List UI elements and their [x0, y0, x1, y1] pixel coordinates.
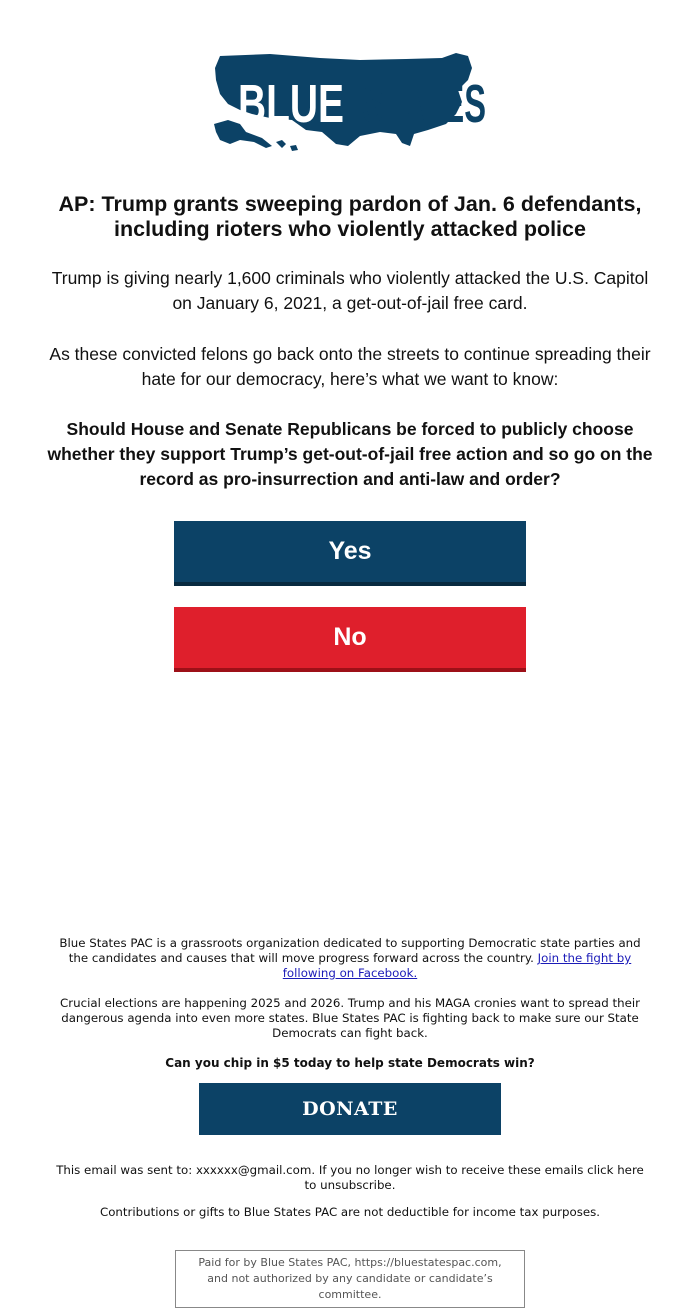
- paid-for-disclaimer: Paid for by Blue States PAC, https://bluestatespac.com, and not authorized by any candidate or candidate’s committee.: [198, 1256, 502, 1301]
- tax-notice: Contributions or gifts to Blue States PAC are not deductible for income tax purposes.: [99, 1205, 601, 1219]
- logo-container: [0, 50, 700, 156]
- facebook-link[interactable]: Join the fight by following on Facebook.: [282, 951, 632, 980]
- footer-about: [50, 936, 650, 981]
- body-paragraph-2: As these convicted felons go back onto the streets to continue spreading their hate for our democracy, here’s what we want to know:: [49, 344, 651, 389]
- footer-elections: Crucial elections are happening 2025 and 2026. Trump and his MAGA cronies want to spread their dangerous agenda into even more states. Blue States PAC is fighting back to make sure our State Democrats can fight back.: [60, 996, 640, 1040]
- no-button[interactable]: No: [174, 607, 526, 672]
- logo-text-states: STATES: [362, 74, 486, 134]
- headline: AP: Trump grants sweeping pardon of Jan. 6 defendants, including rioters who violently attacked police: [58, 192, 642, 241]
- donate-button[interactable]: DONATE: [199, 1083, 501, 1135]
- yes-button[interactable]: Yes: [174, 521, 526, 586]
- body-paragraph-1: Trump is giving nearly 1,600 criminals who violently attacked the U.S. Capitol on January 6, 2021, a get-out-of-jail free card.: [51, 268, 649, 313]
- hawaii-icon: [276, 140, 298, 151]
- about-text: Blue States PAC is a grassroots organization dedicated to supporting Democratic state parties and the candidates and causes that will move progress forward across the country.: [59, 936, 641, 965]
- chip-in-prompt: Can you chip in $5 today to help state Democrats win?: [165, 1056, 535, 1070]
- email-notice: This email was sent to: xxxxxx@gmail.com. If you no longer wish to receive these emails click here to unsubscribe.: [56, 1163, 644, 1192]
- survey-question: Should House and Senate Republicans be forced to publicly choose whether they support Trump’s get-out-of-jail free action and so go on the record as pro-insurrection and anti-law and order?: [47, 419, 653, 489]
- blue-states-logo: [210, 50, 490, 156]
- logo-text-blue: BLUE: [238, 74, 344, 134]
- paid-for-disclaimer-box: [175, 1250, 525, 1308]
